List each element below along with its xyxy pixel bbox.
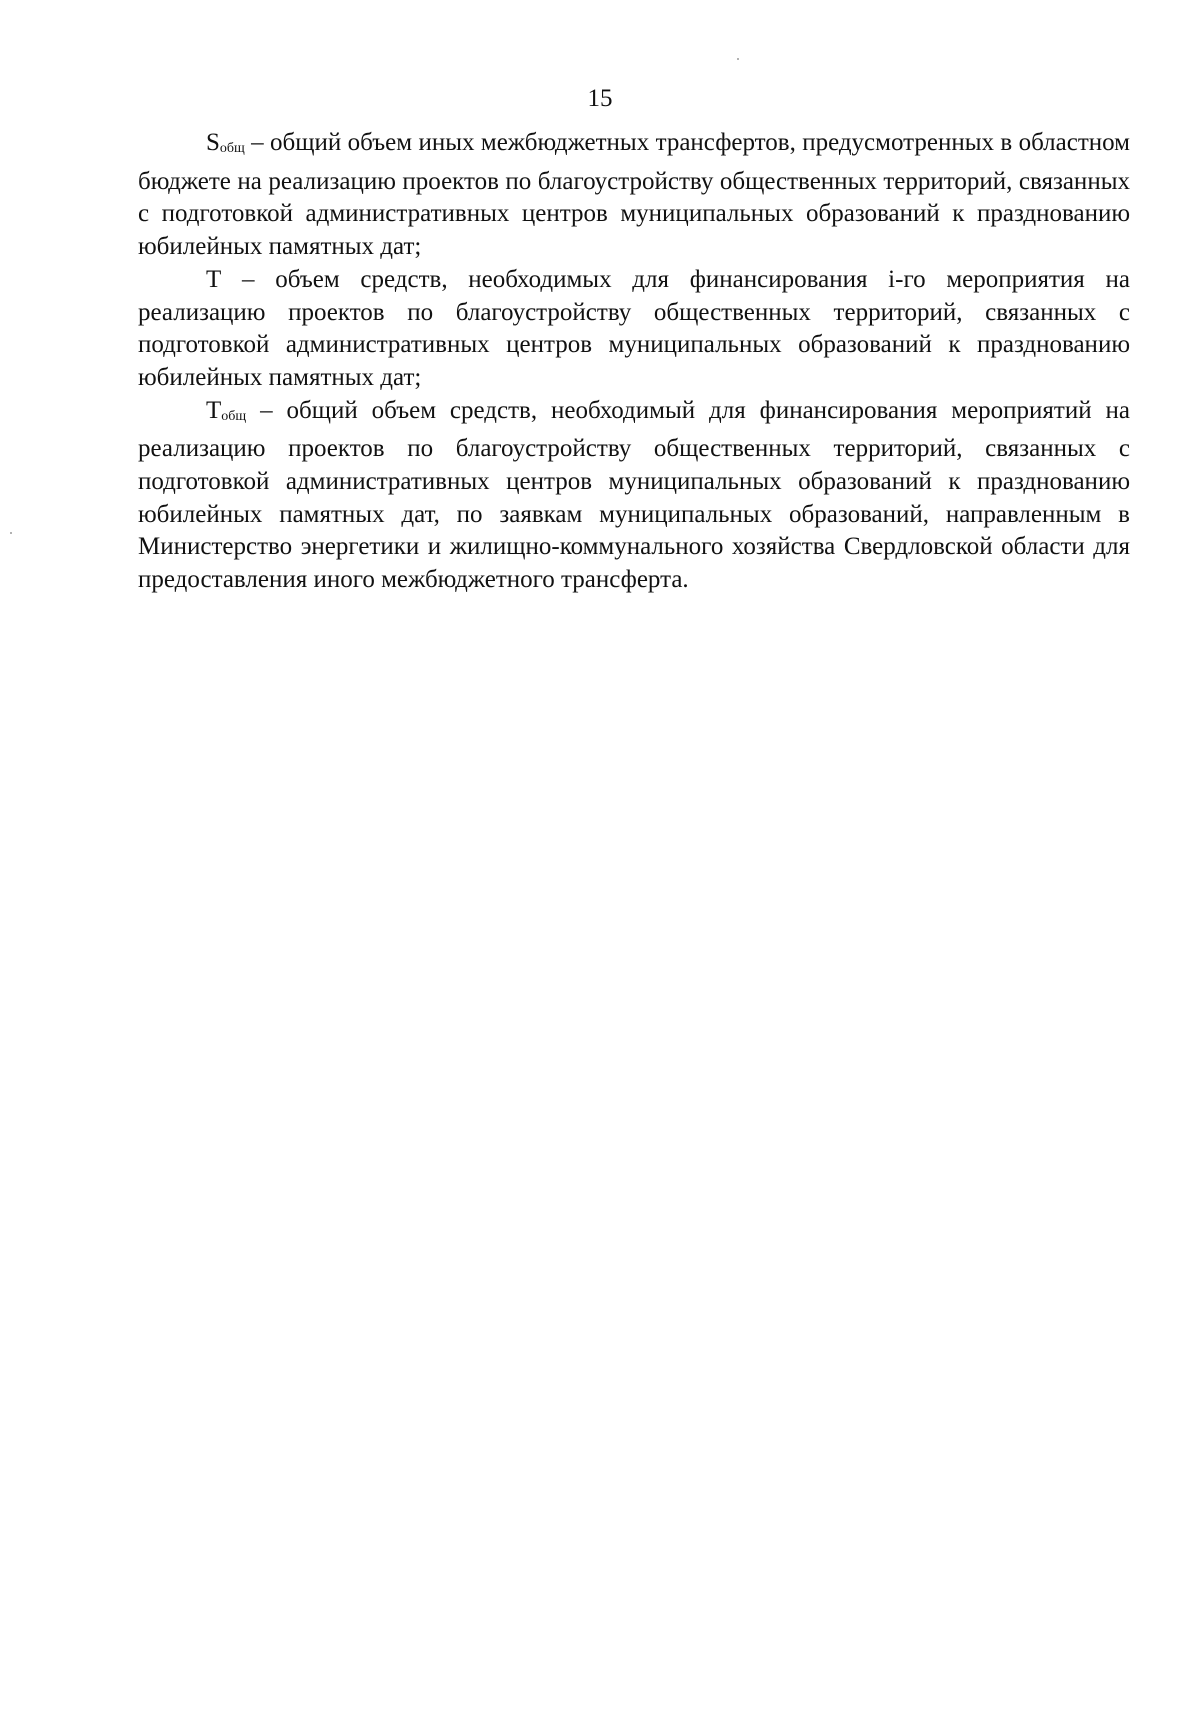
formula-subscript: общ — [219, 141, 245, 156]
formula-symbol: Т — [206, 396, 222, 424]
definition-paragraph-t — [138, 264, 1130, 395]
page-number: 15 — [587, 85, 613, 112]
definition-paragraph-t-total — [138, 395, 1130, 597]
document-body — [138, 127, 1130, 597]
definition-text: – объем средств, необходимых для финансирования i-го мероприятия на реализацию проектов по благоустройству общественных территорий, связанных с подготовкой административных центров муниципальных образований к празднованию юбилейных памятных дат; — [138, 265, 1130, 391]
scan-speck — [10, 532, 12, 534]
scan-speck — [737, 58, 739, 60]
formula-symbol: Т — [206, 265, 222, 293]
definition-paragraph-s-total — [138, 127, 1130, 264]
formula-symbol: S — [206, 129, 220, 156]
definition-text: – общий объем иных межбюджетных трансфертов, предусмотренных в областном бюджете на реализацию проектов по благоустройству общественных территорий, связанных с подготовкой административных центров муниципальных образований к празднованию юбилейных памятных дат; — [138, 129, 1130, 261]
formula-subscript: общ — [221, 408, 247, 424]
definition-text: – общий объем средств, необходимый для финансирования мероприятий на реализацию проектов по благоустройству общественных территорий, связанных с подготовкой административных центров муниципальных образований к празднованию юбилейных памятных дат, по заявкам муниципальных образований, направленным в Министерство энергетики и жилищно-коммунального хозяйства Свердловской области для предоставления иного межбюджетного трансферта. — [138, 396, 1130, 594]
